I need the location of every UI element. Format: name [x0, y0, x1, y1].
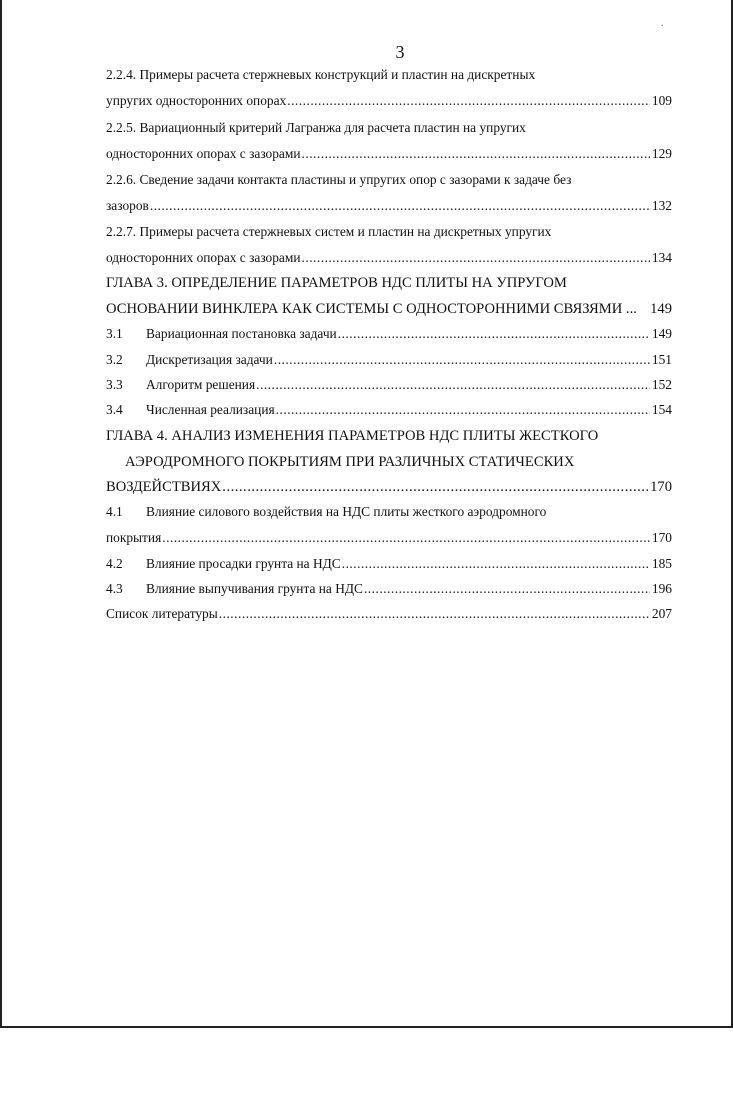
toc-entry-2-2-4-line1[interactable]: 2.2.4. Примеры расчета стержневых конструкций и пластин на дискретных [106, 67, 536, 82]
page-ref: 132 [651, 198, 672, 213]
page-border-left [0, 0, 2, 1028]
toc-section-4-1-line2[interactable]: покрытия ..... 170 [106, 529, 672, 547]
toc-entry-2-2-5-line1[interactable]: 2.2.5. Вариационный критерий Лагранжа для расчета пластин на упругих [106, 120, 526, 135]
page-ref: 196 [651, 581, 672, 596]
leader-dots [162, 529, 650, 547]
toc-section-4-2[interactable]: 4.2 Влияние просадки грунта на НДС ..... 185 [106, 555, 672, 573]
page-border-bottom [0, 1026, 733, 1028]
page-ref: 151 [651, 352, 672, 367]
toc-entry-2-2-5-line2[interactable]: односторонних опорах с зазорами ..... 129 [106, 145, 672, 163]
leader-dots [219, 605, 650, 623]
leader-dots [222, 478, 648, 496]
page-ref: 154 [651, 402, 672, 417]
toc-chapter-4-line3[interactable]: ВОЗДЕЙСТВИЯХ ..... 170 [106, 478, 672, 496]
toc-entry-2-2-4-line2[interactable]: упругих односторонних опорах ..... 109 [106, 92, 672, 110]
toc-chapter-3-line1[interactable]: ГЛАВА 3. ОПРЕДЕЛЕНИЕ ПАРАМЕТРОВ НДС ПЛИТЫ НА УПРУГОМ [106, 275, 567, 291]
toc-section-3-2[interactable]: 3.2 Дискретизация задачи ..... 151 [106, 351, 672, 369]
toc-section-3-3[interactable]: 3.3 Алгоритм решения ..... 152 [106, 376, 672, 394]
page-ref: 149 [651, 326, 672, 341]
toc-section-4-1-line1[interactable]: 4.1 Влияние силового воздействия на НДС плиты жесткого аэродромного [106, 504, 547, 519]
leader-dots [338, 325, 650, 343]
toc-entry-2-2-6-line2[interactable]: зазоров ..... 132 [106, 197, 672, 215]
leader-dots [276, 401, 650, 419]
leader-dots [287, 92, 650, 110]
toc-section-4-3[interactable]: 4.3 Влияние выпучивания грунта на НДС ..... 196 [106, 580, 672, 598]
toc-chapter-3-line2[interactable]: ОСНОВАНИИ ВИНКЛЕРА КАК СИСТЕМЫ С ОДНОСТОРОННИМИ СВЯЗЯМИ ... 149 [106, 301, 672, 317]
toc-chapter-4-line1[interactable]: ГЛАВА 4. АНАЛИЗ ИЗМЕНЕНИЯ ПАРАМЕТРОВ НДС ПЛИТЫ ЖЕСТКОГО [106, 428, 599, 444]
page-ref: 129 [651, 146, 672, 161]
toc-section-3-1[interactable]: 3.1 Вариационная постановка задачи ..... 149 [106, 325, 672, 343]
page-ref: 207 [651, 606, 672, 621]
leader-dots [150, 197, 650, 215]
page-ref: 170 [650, 479, 672, 495]
page-ref: 134 [651, 250, 672, 265]
leader-dots [302, 145, 650, 163]
toc-references[interactable]: Список литературы ..... 207 [106, 605, 672, 623]
toc-entry-2-2-6-line1[interactable]: 2.2.6. Сведение задачи контакта пластины и упругих опор с зазорами к задаче без [106, 172, 572, 187]
leader-dots [274, 351, 650, 369]
leader-dots [256, 376, 650, 394]
leader-dots [364, 580, 650, 598]
page-ref: 149 [650, 301, 672, 317]
toc-entry-2-2-7-line2[interactable]: односторонних опорах с зазорами ..... 134 [106, 249, 672, 267]
toc-entry-2-2-7-line1[interactable]: 2.2.7. Примеры расчета стержневых систем и пластин на дискретных упругих [106, 224, 552, 239]
page-ref: 170 [651, 530, 672, 545]
page-number: 3 [395, 42, 405, 62]
toc-chapter-4-line2[interactable]: АЭРОДРОМНОГО ПОКРЫТИЯМ ПРИ РАЗЛИЧНЫХ СТАТИЧЕСКИХ [125, 454, 575, 470]
page-ref: 109 [651, 93, 672, 108]
page-ref: 185 [651, 556, 672, 571]
toc-section-3-4[interactable]: 3.4 Численная реализация ..... 154 [106, 401, 672, 419]
leader-dots [342, 555, 650, 573]
page-ref: 152 [651, 377, 672, 392]
corner-mark: . [661, 18, 664, 29]
leader-dots [302, 249, 650, 267]
